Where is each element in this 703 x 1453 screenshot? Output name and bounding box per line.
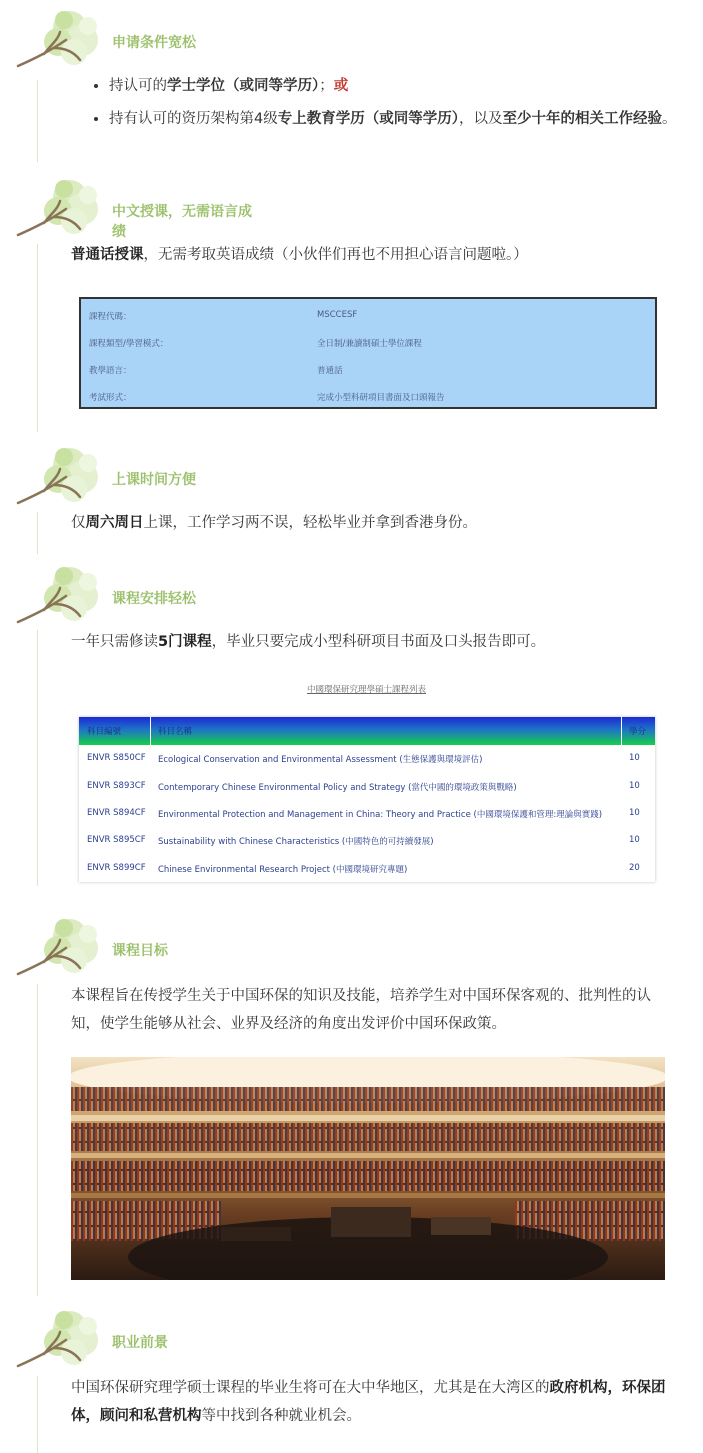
tree-icon (14, 1306, 106, 1376)
course-table (79, 717, 655, 882)
header-name: 科目名稱 (158, 727, 193, 737)
section-header-objective (14, 914, 254, 984)
arrangement-text: 一年只需修读5门课程，毕业只要完成小型科研项目书面及口头报告即可。 (71, 634, 546, 650)
requirements-list (71, 73, 703, 139)
list-item: • 持认可的学士学位（或同等学历）；或 (109, 73, 703, 100)
timeline-line (37, 630, 38, 886)
library-illustration (71, 1057, 665, 1280)
chinese-teaching-text: 普通话授课，无需考取英语成绩（小伙伴们再也不用担心语言问题啦。） (71, 247, 528, 263)
career-text: 中国环保研究理学硕士课程的毕业生将可在大中华地区，尤其是在大湾区的政府机构，环保团体，顾问和私营机构等中找到各种就业机会。 (71, 1380, 666, 1424)
timeline-line (37, 512, 38, 554)
table-row: ENVR S893CF Contemporary Chinese Environmental Policy and Strategy (當代中國的環境政策與戰略) 10 (87, 781, 640, 793)
table-row: ENVR S899CF Chinese Environmental Research Project (中國環境研究專題) 20 (87, 863, 640, 875)
header-credits: 學分 (629, 727, 647, 737)
library-image (71, 1057, 665, 1280)
section-header-requirements (14, 6, 254, 76)
table-row: ENVR S894CF Environmental Protection and Management in China: Theory and Practice (中國環境保護和管理:理論與實踐) 10 (87, 808, 640, 820)
timeline-line (37, 80, 38, 162)
section-title: 课程安排轻松 (112, 591, 196, 607)
section-header-arrangement (14, 562, 254, 632)
timeline-line (37, 244, 38, 432)
section-title: 中文授课，无需语言成绩 (112, 204, 252, 240)
section-header-schedule (14, 443, 254, 513)
course-table-header (79, 717, 655, 745)
tree-icon (14, 562, 106, 632)
list-item: • 持有认可的资历架构第4级专上教育学历（或同等学历），以及至少十年的相关工作经验。 (109, 106, 703, 133)
objective-text: 本课程旨在传授学生关于中国环保的知识及技能，培养学生对中国环保客观的、批判性的认知，使学生能够从社会、业界及经济的角度出发评价中国环保政策。 (71, 988, 651, 1032)
course-table-caption: 中國環保研究理學碩士課程列表 (306, 685, 426, 695)
timeline-line (37, 984, 38, 1296)
header-code: 科目編號 (87, 727, 122, 737)
section-header-career (14, 1306, 254, 1376)
section-title: 上课时间方便 (112, 472, 196, 488)
section-title: 职业前景 (112, 1335, 168, 1351)
program-info-table: 課程代碼： MSCCESF 課程類型/學習模式： 全日制/兼讀制碩士學位課程 教學語言： 普通話 考試形式： 完成小型科研項目書面及口頭報告 (79, 297, 657, 409)
table-row: ENVR S895CF Sustainability with Chinese Characteristics (中國特色的可持續發展) 10 (87, 835, 640, 847)
section-title: 课程目标 (112, 943, 168, 959)
schedule-text: 仅周六周日上课，工作学习两不误，轻松毕业并拿到香港身份。 (71, 515, 477, 531)
section-title: 申请条件宽松 (112, 35, 196, 51)
tree-icon (14, 175, 106, 245)
timeline-line (37, 1376, 38, 1453)
table-row: ENVR S850CF Ecological Conservation and Environmental Assessment (生態保護與環境評估) 10 (87, 753, 640, 765)
section-header-chinese-teaching (14, 175, 254, 245)
tree-icon (14, 6, 106, 76)
tree-icon (14, 914, 106, 984)
tree-icon (14, 443, 106, 513)
